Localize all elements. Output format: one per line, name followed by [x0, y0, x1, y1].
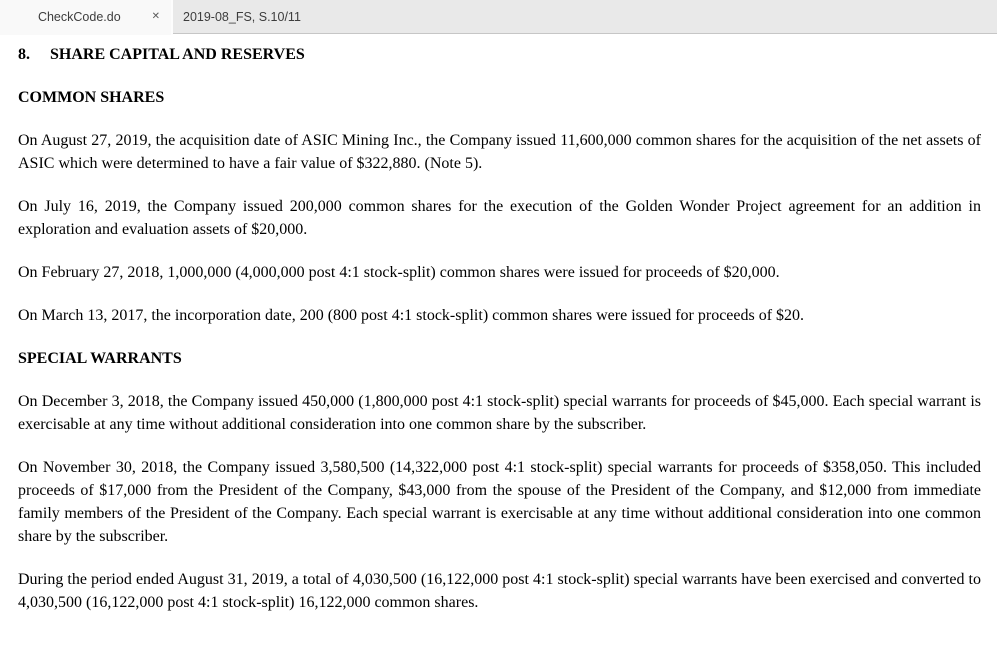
paragraph: On July 16, 2019, the Company issued 200,000 common shares for the execution of the Golden Wonder Project agreement for an addition in exploration and evaluation assets of $20,000.	[18, 198, 981, 238]
tab-label: CheckCode.do	[37, 10, 121, 24]
tab-label: 2019-08_FS, S.10/11	[183, 9, 301, 24]
paragraph: During the period ended August 31, 2019, a total of 4,030,500 (16,122,000 post 4:1 stock-split) special warrants have been exercised and converted to 4,030,500 (16,122,000 post 4:1 stock-split) 16,122,000 common shares.	[18, 571, 981, 611]
close-icon[interactable]: ✕	[151, 11, 160, 22]
section-heading	[18, 43, 981, 66]
paragraph: On November 30, 2018, the Company issued 3,580,500 (14,322,000 post 4:1 stock-split) special warrants for proceeds of $358,050. This included proceeds of $17,000 from the President of the Company, $43,000 from the spouse of the President of the Company, and $12,000 from immediate family members of the President of the Company. Each special warrant is exercisable at any time without additional consideration into one common share by the subscriber.	[18, 459, 981, 545]
document-page	[0, 34, 997, 658]
paragraph: On August 27, 2019, the acquisition date of ASIC Mining Inc., the Company issued 11,600,000 common shares for the acquisition of the net assets of ASIC which were determined to have a fair value of $322,880. (Note 5).	[18, 132, 981, 172]
section-number: 8.	[18, 46, 30, 63]
paragraph: On March 13, 2017, the incorporation date, 200 (800 post 4:1 stock-split) common shares were issued for proceeds of $20.	[18, 307, 805, 324]
paragraph: On February 27, 2018, 1,000,000 (4,000,000 post 4:1 stock-split) common shares were issued for proceeds of $20,000.	[18, 264, 780, 281]
tab-2019-08-fs[interactable]	[173, 0, 315, 33]
tab-checkcode[interactable]	[0, 0, 173, 35]
paragraph: On December 3, 2018, the Company issued 450,000 (1,800,000 post 4:1 stock-split) special warrants for proceeds of $45,000. Each special warrant is exercisable at any time without additional consideration into one common share by the subscriber.	[18, 393, 981, 433]
subsection-heading-common-shares: COMMON SHARES	[18, 89, 165, 106]
section-title: SHARE CAPITAL AND RESERVES	[50, 46, 305, 63]
tab-bar	[0, 0, 997, 34]
subsection-heading-special-warrants: SPECIAL WARRANTS	[18, 350, 182, 367]
